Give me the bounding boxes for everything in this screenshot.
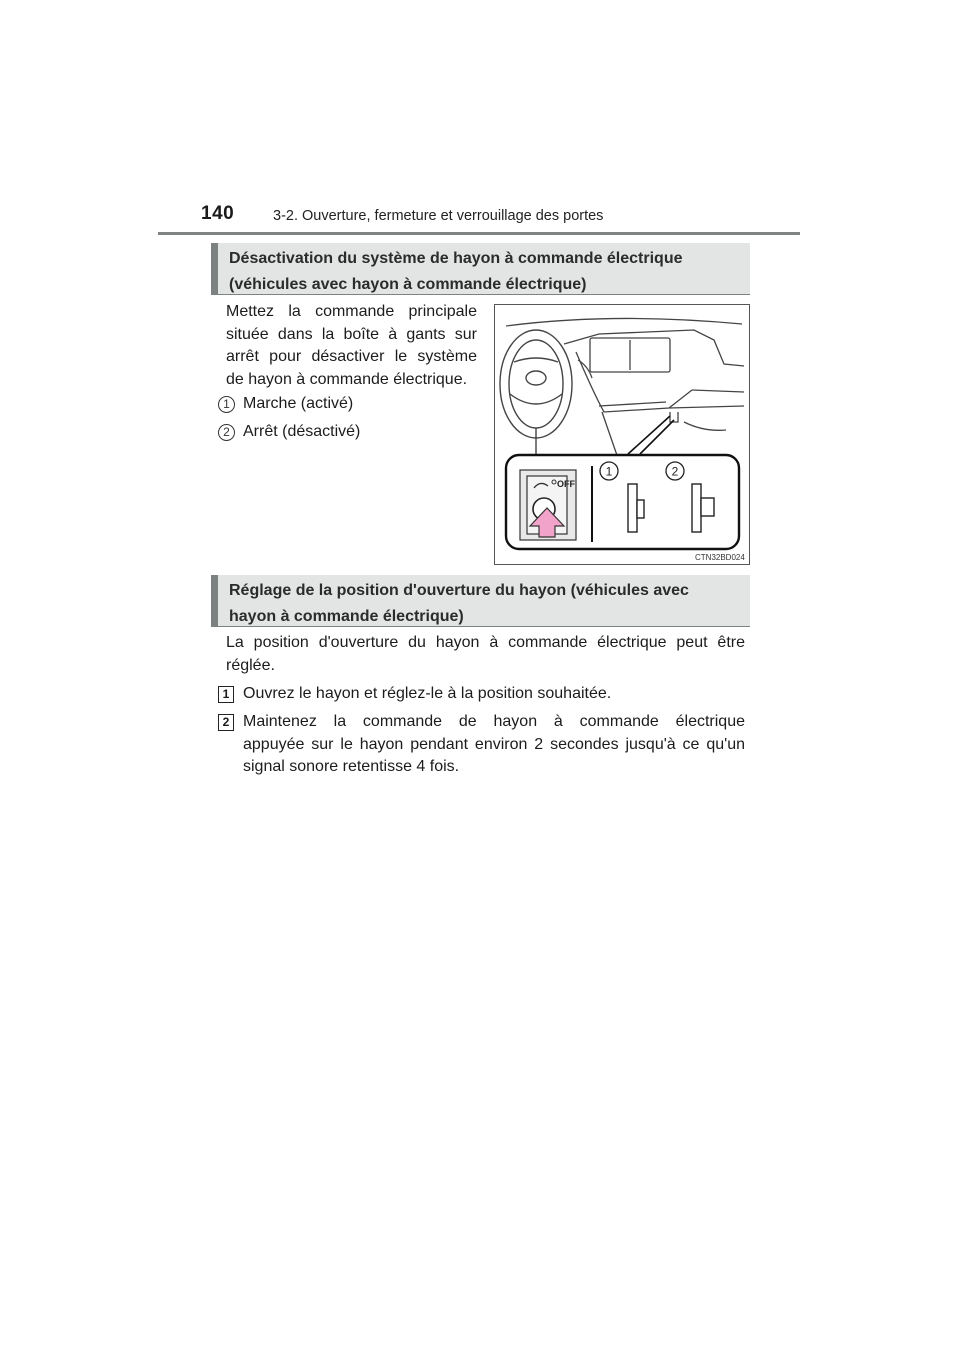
item-number-2: 2 [218,424,235,441]
switch-off-label: OFF [557,479,575,489]
header-rule [158,232,800,235]
step-line: Ouvrez le hayon et réglez-le à la position souhaitée. [243,685,612,702]
step-2-text [243,711,745,779]
body-line: réglée. [226,656,275,674]
body-line: de hayon à commande électrique. [226,370,468,388]
step-line: appuyée sur le hayon pendant environ 2 secondes jusqu'à ce qu'un [243,735,745,753]
section-heading-opening-position [211,575,750,627]
section-heading-line: (véhicules avec hayon à commande électrique) [229,276,587,293]
section-heading-line: Désactivation du système de hayon à commande électrique [229,250,683,267]
callout-number-2: 2 [671,464,679,479]
item-label-on: Marche (activé) [243,395,354,412]
section-heading-line: Réglage de la position d'ouverture du hayon (véhicules avec [229,582,689,599]
step-1-text [243,683,745,706]
body-line: arrêt pour désactiver le système [226,348,477,365]
switch-position-on-icon [628,484,637,532]
section2-intro [226,632,745,677]
switch-position-off-icon [692,484,701,532]
glovebox-switch-illustration [494,304,750,565]
item-label-off: Arrêt (désactivé) [243,423,361,440]
step-line: signal sonore retentisse 4 fois. [243,758,460,775]
chapter-title: 3-2. Ouverture, fermeture et verrouillage des portes [273,208,604,224]
step-line: Maintenez la commande de hayon à commande électrique [243,713,745,730]
section-heading-deactivation [211,243,750,295]
illustration-code: CTN32BD024 [695,553,745,562]
body-line: située dans la boîte à gants sur [226,325,477,343]
body-line: Mettez la commande principale [226,303,477,320]
section-heading-line: hayon à commande électrique) [229,608,464,625]
page-number: 140 [201,203,235,224]
step-number-1: 1 [218,686,234,703]
body-line: La position d'ouverture du hayon à commande électrique peut être [226,634,745,651]
callout-number-1: 1 [605,464,613,479]
step-number-2: 2 [218,714,234,731]
section1-body [226,301,477,391]
item-number-1: 1 [218,396,235,413]
